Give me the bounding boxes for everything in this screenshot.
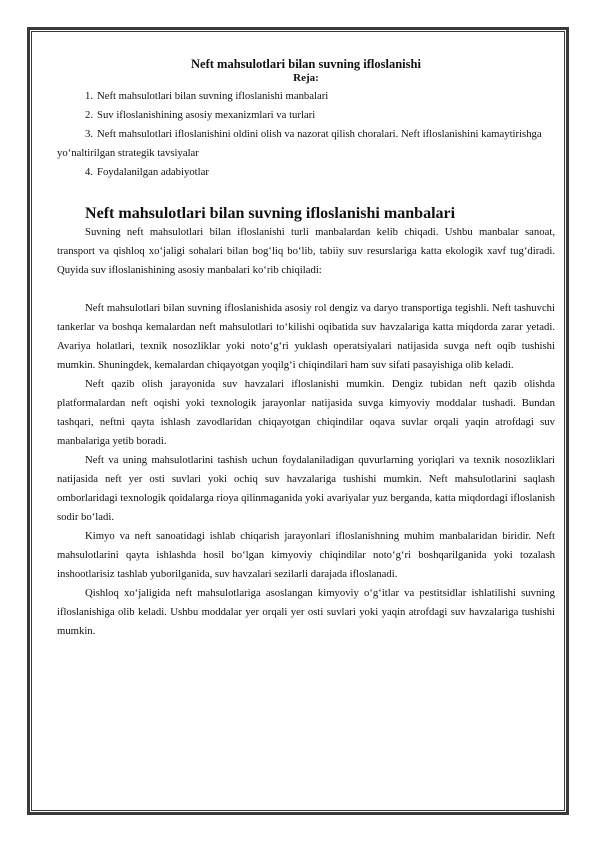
paragraph: Qishloq xo‘jaligida neft mahsulotlariga asoslangan kimyoviy o‘g‘itlar va pestitsidlar ishlatilishi suvning ifloslanishiga olib keladi. Ushbu moddalar yer orqali yer osti suvlari yoki yaqin atrofdagi suv havzalariga tushishi mumkin. [57, 587, 555, 637]
plan-item-number: 1. [85, 90, 94, 102]
plan-item-number: 4. [85, 166, 94, 178]
paragraph: Neft va uning mahsulotlarini tashish uchun foydalaniladigan quvurlarning yoriqlari va texnik nosozliklari natijasida neft yer osti suvlari yoki ochiq suv havzalariga tushishi mumkin. Neft mahsulotlarini saqlash omborlaridagi texnologik qoidalarga rioya qilinmaganida yoki avariyalar yuz berganda, katta miqdordagi ifloslanish sodir bo‘ladi. [57, 454, 555, 523]
paragraph: Neft qazib olish jarayonida suv havzalari ifloslanishi mumkin. Dengiz tubidan neft qazib olishda platformalardan neft oqishi yoki texnologik jarayonlar natijasida suvga kimyoviy moddalar tushadi. Bundan tashqari, neftni qayta ishlash zavodlaridan chiqayotgan chiqindilar oqava suvlar orqali yaqin atrofdagi suv manbalariga yetib boradi. [57, 378, 555, 447]
section-heading: Neft mahsulotlari bilan suvning ifloslanishi manbalari [85, 205, 456, 222]
plan-heading: Reja: [293, 72, 319, 84]
paragraph: Neft mahsulotlari bilan suvning ifloslanishida asosiy rol dengiz va daryo transportiga tegishli. Neft tashuvchi tankerlar va boshqa kemalardan neft mahsulotlari to‘kilishi oqibatida suv havzalariga katta miqdorda zarar yetadi. Avariya holatlari, texnik nosozliklar yoki noto‘g‘ri yuklash operatsiyalari natijasida suvga neft oqib tushishi mumkin. Shuningdek, kemalardan chiqayotgan yoqilg‘i chiqindilari ham suv sifati pasayishiga olib keladi. [57, 302, 555, 371]
document-body [57, 56, 555, 641]
plan-item [57, 87, 555, 106]
plan-item-text: Neft mahsulotlari ifloslanishini oldini olish va nazorat qilish choralari. Neft ifloslanishini kamaytirishga yo‘naltirilgan strategik tavsiyalar [57, 128, 542, 159]
plan-item [57, 125, 555, 163]
paragraph: Suvning neft mahsulotlari bilan ifloslanishi turli manbalardan kelib chiqadi. Ushbu manbalar sanoat, transport va qishloq xo‘jaligi sohalari bilan bog‘liq bo‘lib, tabiiy suv resurslariga katta ekologik xavf tug‘diradi. Quyida suv ifloslanishining asosiy manbalari ko‘rib chiqiladi: [57, 226, 555, 276]
plan-list [57, 87, 555, 182]
plan-item-number: 3. [85, 128, 94, 140]
vertical-spacer [57, 182, 555, 204]
plan-item-text: Neft mahsulotlari bilan suvning ifloslanishi manbalari [97, 90, 329, 102]
plan-item-number: 2. [85, 109, 94, 121]
plan-item [57, 163, 555, 182]
paragraph-gap [57, 280, 555, 299]
document-title: Neft mahsulotlari bilan suvning ifloslanishi [191, 57, 421, 71]
plan-item-text: Foydalanilgan adabiyotlar [97, 166, 209, 178]
plan-item-text: Suv ifloslanishining asosiy mexanizmlari va turlari [97, 109, 316, 121]
paragraph: Kimyo va neft sanoatidagi ishlab chiqarish jarayonlari ifloslanishning muhim manbalaridan biridir. Neft mahsulotlarini qayta ishlashda hosil bo‘lgan kimyoviy chiqindilar noto‘g‘ri boshqarilganida yoki tozalash inshootlarisiz tashlab yuborilganida, suv havzalari sezilarli darajada ifloslanadi. [57, 530, 555, 580]
plan-item [57, 106, 555, 125]
